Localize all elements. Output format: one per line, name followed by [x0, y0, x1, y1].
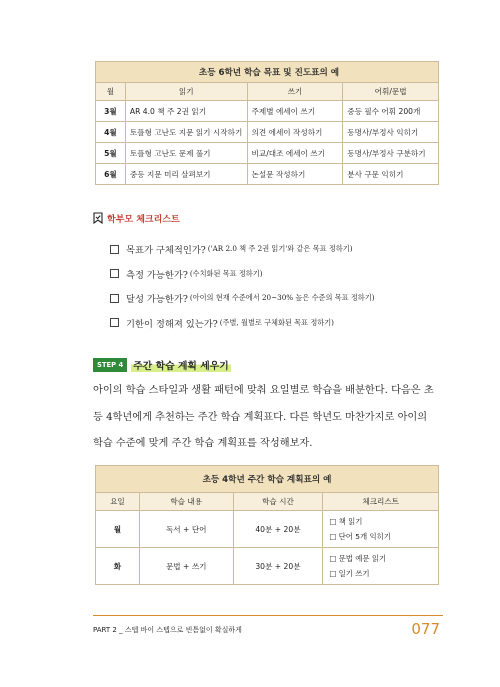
month-cell: 5월: [96, 143, 126, 164]
check-task: □ 책 읽기: [329, 517, 363, 526]
plan-header-vocab: 어휘/문법: [343, 83, 439, 101]
vocab-cell: 동명사/부정사 구분하기: [343, 143, 439, 164]
check-task: □ 일기 쓰기: [329, 569, 370, 578]
paragraph-line: 등 4학년에게 추천하는 주간 학습 계획표다. 다른 학년도 마찬가지로 아이의: [93, 411, 428, 423]
vocab-cell: 동명사/부정사 익히기: [343, 122, 439, 143]
day-cell: 월: [96, 511, 140, 548]
month-cell: 6월: [96, 164, 126, 185]
plan-header-month: 월: [96, 83, 126, 101]
checklist-item-question: 기한이 정해져 있는가?: [126, 318, 218, 330]
step-badge: STEP 4: [93, 358, 127, 372]
check-task: □ 단어 5개 익히기: [329, 532, 391, 541]
day-cell: 화: [96, 548, 140, 585]
weekly-header-day: 요일: [96, 493, 140, 511]
checklist-item-note: (주별, 월별로 구체화된 목표 정하기): [219, 317, 334, 327]
checklist-item: [110, 286, 375, 311]
reading-cell: 중등 지문 미리 살펴보기: [125, 164, 247, 185]
table-row: [96, 143, 439, 164]
weekly-header-time: 학습 시간: [233, 493, 323, 511]
writing-cell: 비교/대조 에세이 쓰기: [247, 143, 343, 164]
checklist-item-question: 측정 가능한가?: [126, 269, 188, 281]
reading-cell: 토플형 고난도 문제 풀기: [125, 143, 247, 164]
checks-cell: [323, 511, 439, 548]
footer-rule: [93, 615, 443, 616]
weekly-table-title: 초등 4학년 주간 학습 계획표의 예: [96, 466, 439, 493]
checkbox-icon: [110, 269, 119, 278]
paragraph-line: 학습 수준에 맞게 주간 학습 계획표를 작성해보자.: [93, 438, 313, 449]
checklist-item: [110, 237, 375, 262]
weekly-header-content: 학습 내용: [139, 493, 233, 511]
checklist-item-note: (수치화된 목표 정하기): [189, 268, 263, 278]
checklist-items: [110, 237, 375, 335]
bookmark-check-icon: [93, 209, 103, 228]
step-title: 주간 학습 계획 세우기: [131, 358, 230, 372]
checkbox-icon: [110, 318, 119, 327]
table-row: [96, 122, 439, 143]
check-task: □ 문법 예문 읽기: [329, 554, 387, 563]
checklist-item-note: (아이의 현재 수준에서 20~30% 높은 수준의 목표 정하기): [189, 293, 375, 303]
weekly-plan-table: [95, 465, 439, 585]
step-heading: [93, 358, 231, 372]
checks-cell: [323, 548, 439, 585]
page-number: 077: [411, 620, 440, 638]
checklist-heading-label: 학부모 체크리스트: [107, 215, 180, 225]
body-paragraph: [93, 378, 443, 458]
checklist-item: [110, 311, 375, 336]
paragraph-line: 아이의 학습 스타일과 생활 패턴에 맞춰 요일별로 학습을 배분한다. 다음은 초: [93, 385, 434, 396]
checklist-heading: [93, 209, 180, 228]
vocab-cell: 중등 필수 어휘 200개: [343, 101, 439, 122]
checklist-item-question: 달성 가능한가?: [126, 294, 188, 306]
reading-cell: 토플형 고난도 지문 읽기 시작하기: [125, 122, 247, 143]
writing-cell: 논설문 작성하기: [247, 164, 343, 185]
table-row: [96, 511, 439, 548]
writing-cell: 의견 에세이 작성하기: [247, 122, 343, 143]
table-row: [96, 101, 439, 122]
checklist-item: [110, 262, 375, 287]
checkbox-icon: [110, 245, 119, 254]
table-row: [96, 548, 439, 585]
plan-header-reading: 읽기: [125, 83, 247, 101]
study-plan-table: [95, 61, 439, 185]
checkbox-icon: [110, 294, 119, 303]
vocab-cell: 분사 구문 익히기: [343, 164, 439, 185]
plan-table-title: 초등 6학년 학습 목표 및 진도표의 예: [96, 62, 439, 83]
writing-cell: 주제별 에세이 쓰기: [247, 101, 343, 122]
table-row: [96, 164, 439, 185]
checklist-item-note: ('AR 2.0 책 주 2권 읽기'와 같은 목표 정하기): [207, 244, 353, 254]
month-cell: 3월: [96, 101, 126, 122]
time-cell: 30분 + 20분: [233, 548, 323, 585]
weekly-header-checklist: 체크리스트: [323, 493, 439, 511]
plan-header-writing: 쓰기: [247, 83, 343, 101]
content-cell: 독서 + 단어: [139, 511, 233, 548]
content-cell: 문법 + 쓰기: [139, 548, 233, 585]
footer-text: PART 2 _ 스텝 바이 스텝으로 빈틈없이 확실하게: [93, 626, 242, 634]
time-cell: 40분 + 20분: [233, 511, 323, 548]
checklist-item-question: 목표가 구체적인가?: [126, 245, 206, 257]
reading-cell: AR 4.0 책 주 2권 읽기: [125, 101, 247, 122]
month-cell: 4월: [96, 122, 126, 143]
